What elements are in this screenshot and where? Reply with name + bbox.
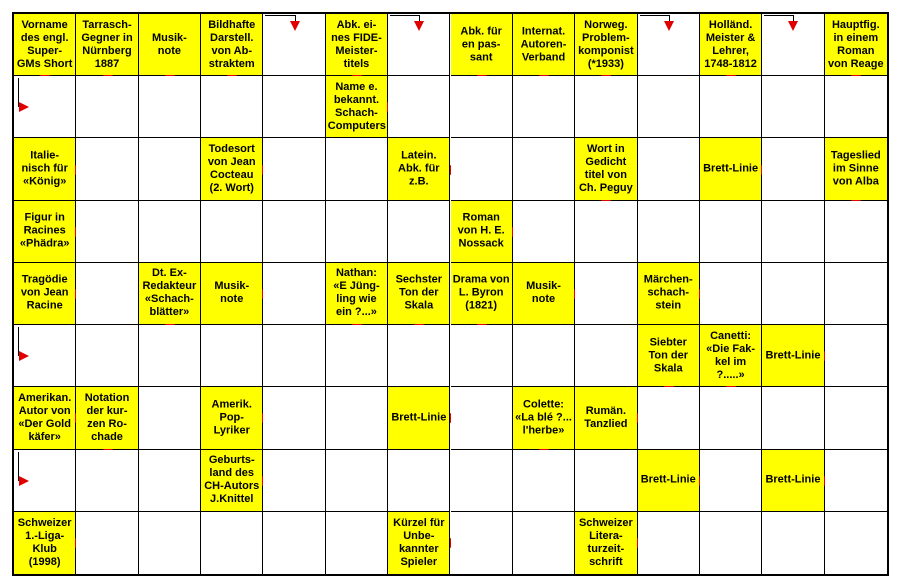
answer-cell[interactable]: [575, 76, 637, 138]
clue-text: Nathan: «E Jüng-ling wie ein ?...»: [333, 267, 380, 319]
answer-cell[interactable]: [513, 76, 575, 138]
answer-cell[interactable]: [700, 263, 762, 325]
answer-cell[interactable]: [700, 450, 762, 512]
clue-text: Colette: «La blé ?... l'herbe»: [515, 398, 572, 437]
arrow-down-icon: [788, 21, 798, 31]
answer-cell[interactable]: [451, 450, 513, 512]
clue-cell: [139, 14, 201, 76]
clue-cell: [139, 263, 201, 325]
answer-cell[interactable]: [762, 263, 824, 325]
answer-cell[interactable]: [76, 450, 138, 512]
clue-cell: [513, 14, 575, 76]
corner-line: [640, 15, 669, 16]
answer-cell[interactable]: [326, 450, 388, 512]
clue-text: Brett-Linie: [765, 473, 821, 486]
clue-cell: [638, 325, 700, 387]
answer-cell[interactable]: [451, 387, 513, 449]
clue-cell: [762, 325, 824, 387]
answer-cell[interactable]: [575, 325, 637, 387]
answer-cell[interactable]: [575, 263, 637, 325]
answer-cell[interactable]: [700, 76, 762, 138]
clue-text: Norweg. Problem-komponist (*1933): [578, 18, 634, 70]
clue-text: Dt. Ex-Redakteur «Schach-blätter»: [142, 267, 197, 319]
answer-cell[interactable]: [513, 512, 575, 574]
clue-cell: [513, 263, 575, 325]
clue-cell: [825, 14, 887, 76]
answer-cell[interactable]: [388, 450, 450, 512]
answer-cell[interactable]: [825, 387, 887, 449]
answer-cell[interactable]: [700, 387, 762, 449]
answer-cell[interactable]: [513, 450, 575, 512]
clue-cell: [451, 201, 513, 263]
answer-cell[interactable]: [388, 325, 450, 387]
clue-cell: [513, 387, 575, 449]
answer-cell[interactable]: [326, 138, 388, 200]
answer-cell[interactable]: [825, 201, 887, 263]
answer-cell[interactable]: [263, 387, 325, 449]
clue-cell: [700, 14, 762, 76]
arrow-down-icon: [290, 21, 300, 31]
clue-cell: [201, 263, 263, 325]
answer-cell[interactable]: [825, 263, 887, 325]
clue-cell: [14, 263, 76, 325]
answer-cell[interactable]: [451, 325, 513, 387]
answer-cell[interactable]: [139, 76, 201, 138]
clue-text: Name e. bekannt. Schach-Computers: [327, 80, 386, 132]
clue-cell: [575, 512, 637, 574]
answer-cell[interactable]: [76, 138, 138, 200]
answer-cell[interactable]: [513, 325, 575, 387]
answer-cell[interactable]: [575, 201, 637, 263]
clue-cell: [326, 76, 388, 138]
answer-cell[interactable]: [762, 512, 824, 574]
answer-cell[interactable]: [451, 76, 513, 138]
answer-cell[interactable]: [263, 201, 325, 263]
clue-cell: [575, 138, 637, 200]
answer-cell[interactable]: [762, 201, 824, 263]
clue-cell: [575, 14, 637, 76]
clue-cell: [14, 512, 76, 574]
answer-cell[interactable]: [263, 450, 325, 512]
clue-cell: [575, 387, 637, 449]
clue-cell: [326, 14, 388, 76]
answer-cell[interactable]: [388, 201, 450, 263]
answer-cell[interactable]: [139, 512, 201, 574]
clue-cell: [201, 138, 263, 200]
clue-cell: [14, 201, 76, 263]
clue-text: Geburts-land des CH-Autors J.Knittel: [204, 454, 260, 506]
clue-text: Internat. Autoren-Verband: [520, 25, 567, 64]
clue-cell: [700, 138, 762, 200]
arrow-right-icon: [19, 102, 29, 112]
answer-cell[interactable]: [700, 512, 762, 574]
answer-cell[interactable]: [451, 138, 513, 200]
answer-cell[interactable]: [762, 387, 824, 449]
answer-cell[interactable]: [575, 450, 637, 512]
clue-text: Canetti: «Die Fak-kel im ?.....»: [706, 329, 756, 381]
answer-cell[interactable]: [825, 512, 887, 574]
answer-cell[interactable]: [201, 325, 263, 387]
clue-text: Holländ. Meister & Lehrer, 1748-1812: [704, 18, 757, 70]
clue-text: Tageslied im Sinne von Alba: [830, 149, 881, 188]
answer-cell[interactable]: [139, 325, 201, 387]
clue-text: Notation der kur-zen Ro-chade: [84, 391, 130, 443]
corner-line: [390, 15, 419, 16]
clue-cell: [388, 512, 450, 574]
clue-text: Musik-note: [526, 280, 561, 306]
answer-cell[interactable]: [326, 512, 388, 574]
answer-cell[interactable]: [762, 76, 824, 138]
clue-text: Brett-Linie: [765, 349, 821, 362]
clue-cell: [14, 387, 76, 449]
answer-cell[interactable]: [76, 325, 138, 387]
answer-cell[interactable]: [263, 325, 325, 387]
answer-cell[interactable]: [76, 76, 138, 138]
clue-text: Musik-note: [151, 31, 187, 57]
clue-text: Abk. ei-nes FIDE-Meister-titels: [331, 18, 382, 70]
answer-cell[interactable]: [451, 512, 513, 574]
clue-text: Tarrasch-Gegner in Nürnberg 1887: [81, 18, 133, 70]
clue-cell: [700, 325, 762, 387]
arrow-down-icon: [414, 21, 424, 31]
clue-text: Hauptfig. in einem Roman von Reage: [827, 18, 884, 70]
clue-text: Brett-Linie: [703, 162, 759, 175]
arrow-down-icon: [664, 21, 674, 31]
clue-cell: [388, 387, 450, 449]
answer-cell[interactable]: [263, 138, 325, 200]
arrow-right-icon: [19, 351, 29, 361]
answer-cell[interactable]: [638, 201, 700, 263]
clue-cell: [762, 450, 824, 512]
clue-cell: [201, 14, 263, 76]
answer-cell[interactable]: [76, 263, 138, 325]
arrow-right-icon: [19, 476, 29, 486]
answer-cell[interactable]: [638, 138, 700, 200]
answer-cell[interactable]: [638, 512, 700, 574]
answer-cell[interactable]: [139, 201, 201, 263]
answer-cell[interactable]: [326, 325, 388, 387]
answer-cell[interactable]: [825, 325, 887, 387]
corner-line: [764, 15, 793, 16]
answer-cell[interactable]: [201, 512, 263, 574]
clue-text: Siebter Ton der Skala: [648, 336, 688, 375]
clue-text: Brett-Linie: [391, 411, 447, 424]
clue-text: Rumän. Tanzlied: [584, 404, 628, 430]
answer-cell[interactable]: [76, 512, 138, 574]
clue-text: Brett-Linie: [640, 473, 696, 486]
crossword-grid: [12, 12, 889, 576]
clue-text: Kürzel für Unbe-kannter Spieler: [393, 516, 445, 568]
clue-text: Abk. für en pas-sant: [460, 25, 502, 64]
clue-text: Schweizer 1.-Liga-Klub (1998): [17, 516, 72, 568]
answer-cell[interactable]: [76, 201, 138, 263]
answer-cell[interactable]: [139, 387, 201, 449]
clue-cell: [451, 14, 513, 76]
answer-cell[interactable]: [326, 387, 388, 449]
clue-text: Drama von L. Byron (1821): [452, 273, 510, 312]
clue-cell: [326, 263, 388, 325]
clue-text: Wort in Gedicht titel von Ch. Peguy: [578, 143, 633, 195]
clue-text: Figur in Racines «Phädra»: [19, 211, 70, 250]
answer-cell[interactable]: [638, 387, 700, 449]
answer-cell[interactable]: [513, 201, 575, 263]
clue-text: Vorname des engl. Super-GMs Short: [16, 18, 73, 70]
corner-line: [265, 15, 294, 16]
clue-cell: [638, 450, 700, 512]
clue-text: Latein. Abk. für z.B.: [398, 149, 440, 188]
clue-text: Italie-nisch für «König»: [21, 149, 68, 188]
answer-cell[interactable]: [139, 138, 201, 200]
answer-cell[interactable]: [263, 263, 325, 325]
clue-text: Roman von H. E. Nossack: [457, 211, 505, 250]
clue-cell: [76, 14, 138, 76]
clue-text: Märchen-schach-stein: [643, 273, 693, 312]
clue-text: Bildhafte Darstell. von Ab-straktem: [208, 18, 256, 70]
clue-text: Schweizer Litera-turzeit-schrift: [578, 516, 633, 568]
clue-cell: [14, 138, 76, 200]
clue-cell: [451, 263, 513, 325]
clue-text: Tragödie von Jean Racine: [20, 273, 69, 312]
answer-cell[interactable]: [263, 512, 325, 574]
answer-cell[interactable]: [326, 201, 388, 263]
answer-cell[interactable]: [825, 76, 887, 138]
answer-cell[interactable]: [638, 76, 700, 138]
answer-cell[interactable]: [201, 201, 263, 263]
answer-cell[interactable]: [139, 450, 201, 512]
clue-cell: [638, 263, 700, 325]
clue-cell: [388, 263, 450, 325]
answer-cell[interactable]: [513, 138, 575, 200]
clue-text: Amerik. Pop-Lyriker: [211, 398, 252, 437]
answer-cell[interactable]: [762, 138, 824, 200]
answer-cell[interactable]: [201, 76, 263, 138]
answer-cell[interactable]: [700, 201, 762, 263]
clue-cell: [201, 450, 263, 512]
clue-cell: [388, 138, 450, 200]
clue-text: Todesort von Jean Cocteau (2. Wort): [207, 143, 256, 195]
answer-cell[interactable]: [388, 76, 450, 138]
clue-cell: [76, 387, 138, 449]
clue-text: Sechster Ton der Skala: [395, 273, 443, 312]
clue-cell: [825, 138, 887, 200]
clue-text: Amerikan. Autor von «Der Gold käfer»: [18, 391, 72, 443]
clue-cell: [14, 14, 76, 76]
answer-cell[interactable]: [825, 450, 887, 512]
clue-cell: [201, 387, 263, 449]
clue-text: Musik-note: [214, 280, 250, 306]
answer-cell[interactable]: [263, 76, 325, 138]
